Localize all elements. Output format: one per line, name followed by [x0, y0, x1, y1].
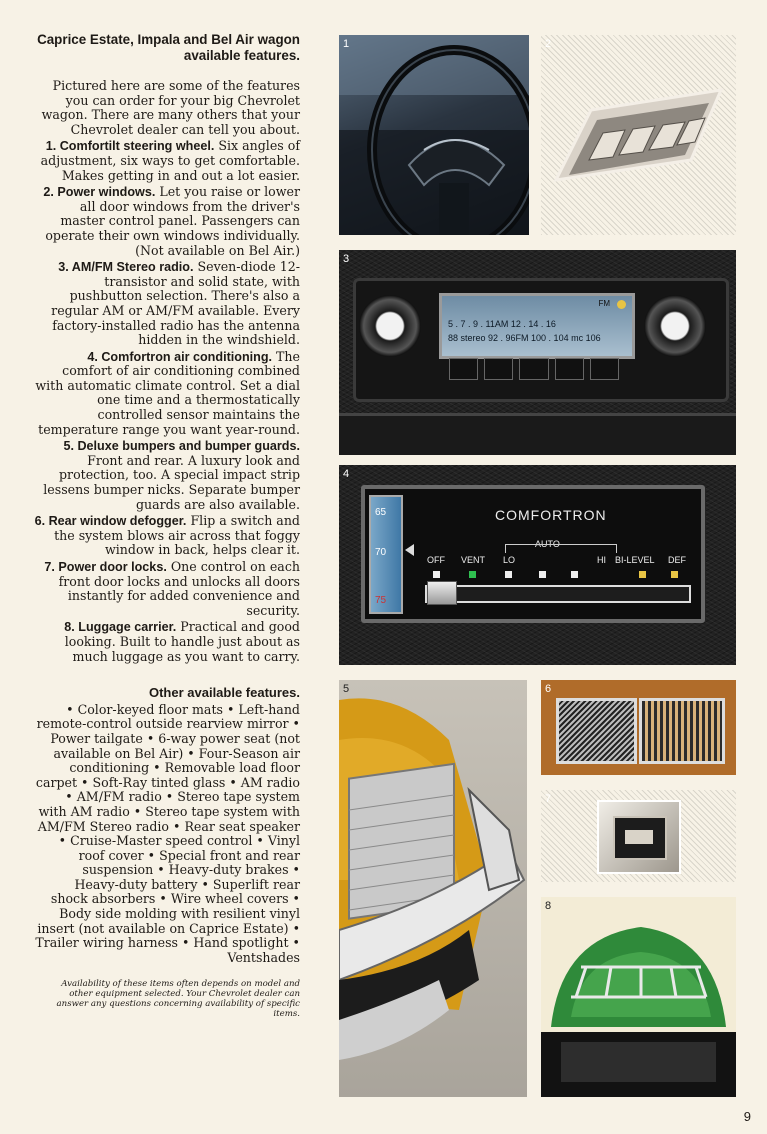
- photo-deluxe-bumper: [339, 680, 527, 1097]
- panel-number: 7: [545, 793, 552, 805]
- mode-off: OFF: [427, 555, 445, 565]
- feature-text: Seven-diode 12-transistor and solid state, with pushbutton selection. There's also a regular AM or AM/FM available. Every factory-installed radio has the antenna hidden in the windshield.: [51, 259, 300, 348]
- comfortron-bezel: [361, 485, 705, 623]
- auto-bracket: [505, 544, 617, 553]
- mode-lo: LO: [503, 555, 516, 565]
- temp-75: 75: [375, 595, 387, 606]
- other-features-heading: Other available features.: [148, 685, 300, 701]
- bumper-illustration: [339, 680, 527, 1097]
- feature-text: Practical and good looking. Built to handle just about as much luggage as you want to carry.: [64, 619, 300, 664]
- indicator-light-active: [469, 571, 476, 578]
- radio-scale-am: 5 . 7 . 9 . 11AM 12 . 14 . 16: [448, 319, 556, 329]
- feature-8: [34, 620, 300, 664]
- feature-title: 2. Power windows.: [43, 185, 156, 200]
- radio-scale-fm: 88 stereo 92 . 96FM 100 . 104 mc 106: [448, 333, 601, 343]
- feature-title: 1. Comfortilt steering wheel.: [45, 139, 215, 154]
- feature-4: [34, 350, 300, 438]
- photo-comfortron-control: [339, 465, 736, 665]
- temp-65: 65: [375, 507, 387, 518]
- door-lock-switch[interactable]: [613, 816, 667, 860]
- temp-70: 70: [375, 547, 387, 558]
- feature-2: [34, 185, 300, 258]
- feature-6: [34, 514, 300, 558]
- feature-title: 7. Power door locks.: [44, 560, 167, 574]
- photo-am-fm-radio: [339, 250, 736, 455]
- fm-indicator-light: [617, 300, 626, 309]
- panel-number: 6: [545, 683, 552, 695]
- footnote: Availability of these items often depends on model and other equipment selected. Your Chevrolet dealer can answer any questions concerning availability of specific items.: [56, 979, 300, 1020]
- indicator-light: [433, 571, 440, 578]
- feature-text: One control on each front door locks and unlocks all doors instantly for added convenience and security.: [58, 559, 300, 618]
- feature-title: 8. Luggage carrier.: [64, 620, 177, 635]
- radio-preset-buttons: [449, 358, 619, 380]
- indicator-light: [505, 571, 512, 578]
- mode-slider-handle[interactable]: [427, 581, 457, 605]
- auto-label: AUTO: [535, 539, 560, 549]
- feature-title: 6. Rear window defogger.: [34, 514, 187, 529]
- feature-text: Front and rear. A luxury look and protection, too. A special impact strip lessens bumper nicks. Separate bumper guards are also available.: [43, 452, 300, 512]
- temp-pointer-icon: [405, 544, 414, 556]
- defogger-grille-right: [639, 698, 725, 764]
- door-lock-switch-bezel: [597, 800, 681, 874]
- photo-power-window-switches: [541, 35, 736, 235]
- door-lock-rocker[interactable]: [625, 830, 653, 844]
- feature-text: Six angles of adjustment, six ways to get comfortable. Makes getting in and out a lot easier.: [40, 138, 300, 183]
- page-number: 9: [743, 1109, 751, 1124]
- indicator-light: [539, 571, 546, 578]
- mode-vent: VENT: [461, 555, 486, 565]
- feature-title: 5. Deluxe bumpers and bumper guards.: [63, 439, 300, 454]
- mode-def: DEF: [668, 555, 686, 565]
- other-features-list: • Color-keyed floor mats • Left-hand remote-control outside rearview mirror • Power tailgate • 6-way power seat (not available on Bel Air) • Four-Season air conditioning • Removable load floor carpet • Soft-Ray tinted glass • AM radio • AM/FM radio • Stereo tape system with AM radio • Stereo tape system with AM/FM Stereo radio • Rear seat speaker • Cruise-Master speed control • Vinyl roof cover • Special front and rear suspension • Heavy-duty brakes • Heavy-duty battery • Superlift rear shock absorbers • Wire wheel covers • Body side molding with resilient vinyl insert (not available on Caprice Estate) • Trailer wiring harness • Hand spotlight • Ventshades: [35, 701, 300, 965]
- intro-paragraph: Pictured here are some of the features you can order for your big Chevrolet wagon. There are many others that your Chevrolet dealer can tell you about.: [41, 78, 300, 137]
- panel-number: 3: [343, 253, 350, 265]
- feature-text: Let you raise or lower all door windows from the driver's master control panel. Passengers can operate their own windows individually. (Not available on Bel Air.): [45, 184, 300, 258]
- mode-slider-track[interactable]: [425, 585, 691, 603]
- window-switch-panel-illustration: [541, 35, 736, 235]
- dashboard-strip: [339, 413, 736, 455]
- radio-knob-right[interactable]: [644, 295, 706, 357]
- feature-3: [34, 260, 300, 348]
- feature-5: [34, 439, 300, 512]
- mode-indicator-lights: [433, 571, 683, 579]
- indicator-light: [671, 571, 678, 578]
- panel-number: 4: [343, 468, 350, 480]
- photo-rear-defogger: [541, 680, 736, 775]
- preset-button[interactable]: [555, 358, 584, 380]
- page-heading: Caprice Estate, Impala and Bel Air wagon available features.: [37, 32, 300, 63]
- temperature-dial[interactable]: [369, 495, 403, 614]
- steering-wheel-illustration: [339, 35, 529, 235]
- text-column: [34, 32, 300, 1021]
- panel-number: 1: [343, 38, 350, 50]
- indicator-light: [639, 571, 646, 578]
- feature-1: [34, 139, 300, 183]
- preset-button[interactable]: [449, 358, 478, 380]
- feature-title: 3. AM/FM Stereo radio.: [58, 260, 194, 275]
- panel-number: 5: [343, 683, 350, 695]
- feature-text: The comfort of air conditioning combined with automatic climate control. Set a dial one time and a thermostatically controlled sensor maintains the temperature range you want year-round.: [35, 348, 300, 437]
- feature-title: 4. Comfortron air conditioning.: [87, 349, 273, 364]
- indicator-light: [571, 571, 578, 578]
- feature-7: [34, 560, 300, 618]
- photo-power-door-locks: [541, 790, 736, 882]
- preset-button[interactable]: [519, 358, 548, 380]
- preset-button[interactable]: [590, 358, 619, 380]
- panel-number: 8: [545, 900, 552, 912]
- photo-steering-wheel: [339, 35, 529, 235]
- defogger-grille-left: [556, 698, 637, 764]
- comfortron-title: COMFORTRON: [495, 507, 607, 523]
- fm-indicator-badge: FM: [598, 299, 610, 308]
- luggage-carrier-illustration: [541, 897, 736, 1097]
- mode-hi: HI: [597, 555, 606, 565]
- preset-button[interactable]: [484, 358, 513, 380]
- photo-luggage-carrier: [541, 897, 736, 1097]
- feature-text: Flip a switch and the system blows air across that foggy window in back, helps clear it.: [54, 513, 300, 558]
- radio-dial-window: [439, 293, 635, 359]
- panel-number: 2: [545, 38, 552, 50]
- radio-knob-left[interactable]: [359, 295, 421, 357]
- mode-bi-level: BI-LEVEL: [615, 555, 655, 565]
